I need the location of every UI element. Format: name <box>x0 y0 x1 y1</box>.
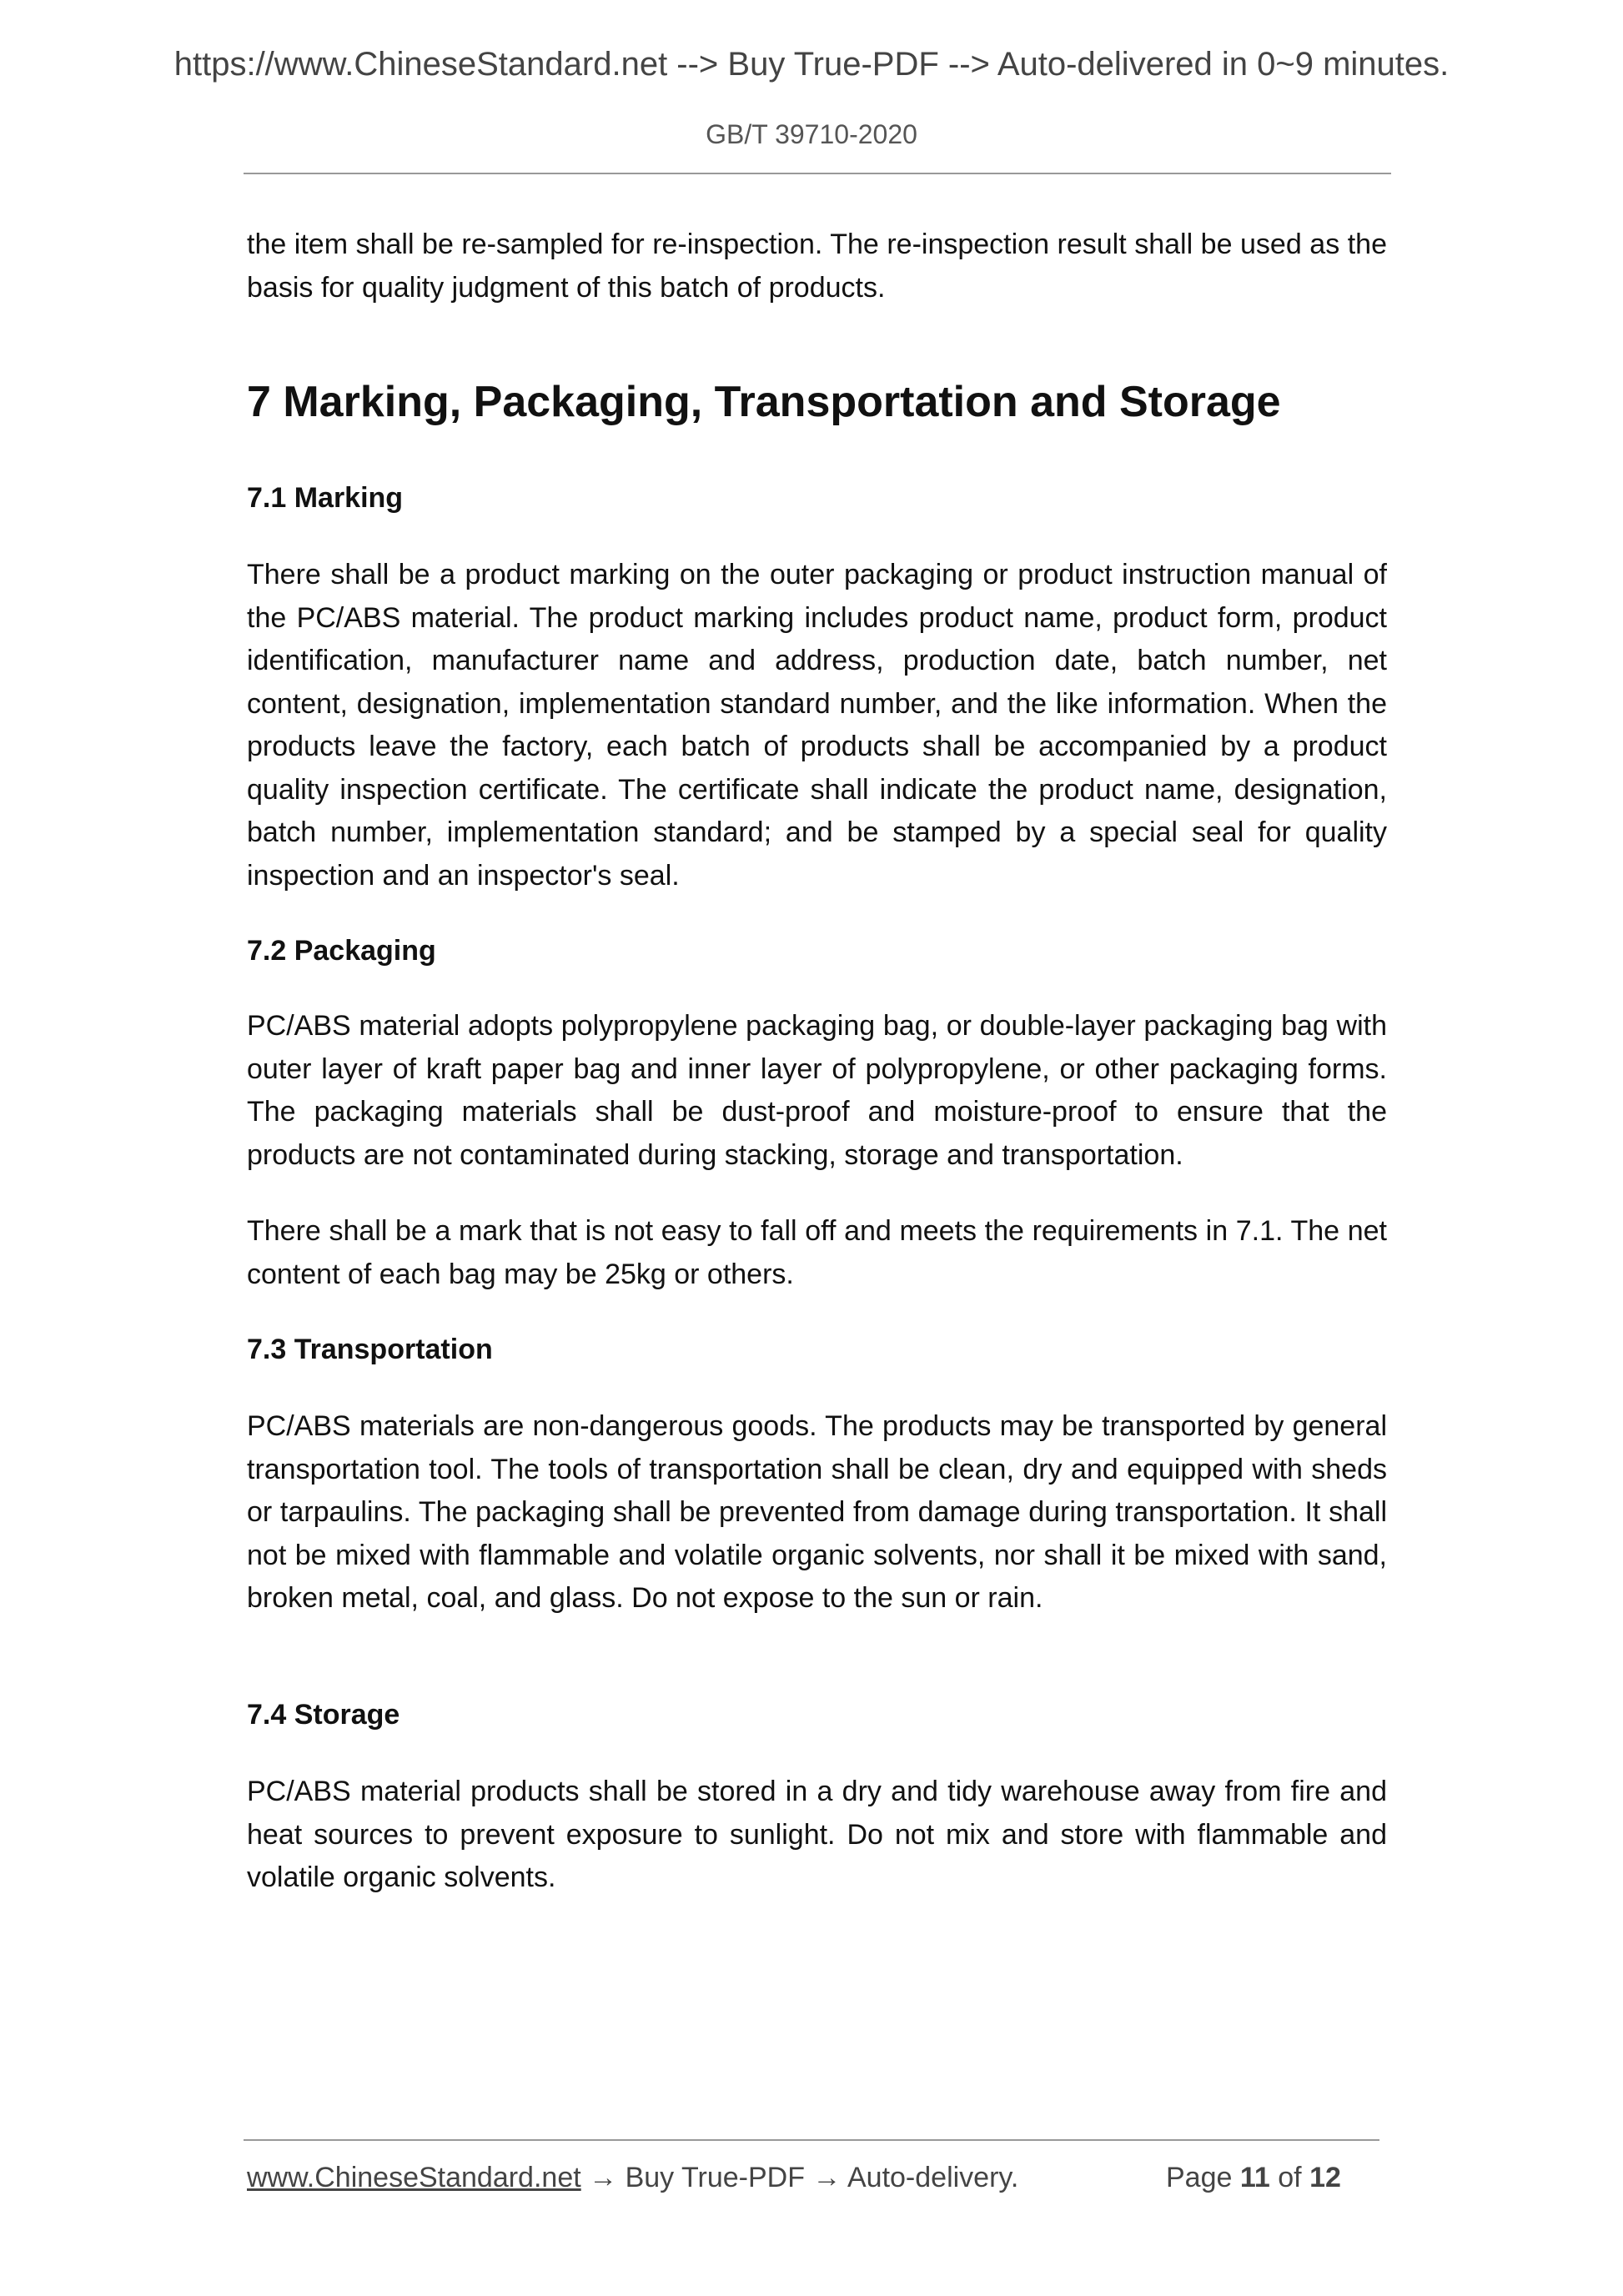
section-heading: 7 Marking, Packaging, Transportation and Storage <box>247 378 1281 426</box>
of-label: of <box>1278 2162 1302 2193</box>
page-current: 11 <box>1239 2162 1270 2193</box>
header-divider <box>244 173 1391 174</box>
subsection-heading-marking: 7.1 Marking <box>247 482 404 514</box>
subsection-heading-packaging: 7.2 Packaging <box>247 935 436 967</box>
standard-number: GB/T 39710-2020 <box>706 119 917 149</box>
header-banner: https://www.ChineseStandard.net --> Buy True-PDF --> Auto-delivered in 0~9 minutes. <box>173 46 1450 83</box>
footer-divider <box>244 2139 1379 2141</box>
packaging-paragraph-1: PC/ABS material adopts polypropylene packaging bag, or double-layer packaging bag with outer layer of kraft paper bag and inner layer of polypropylene, or other packaging forms. The packaging materials shall be dust-proof and moisture-proof to ensure that the products are not contaminated during stacking, storage and transportation. <box>247 1010 1387 1171</box>
packaging-paragraph-2: There shall be a mark that is not easy to fall off and meets the requirements in 7.1. The net content of each bag may be 25kg or others. <box>247 1215 1387 1290</box>
page-label: Page <box>1166 2162 1233 2193</box>
storage-paragraph: PC/ABS material products shall be stored in a dry and tidy warehouse away from fire and heat sources to prevent exposure to sunlight. Do not mix and store with flammable and volatile organic solvents. <box>247 1776 1387 1893</box>
footer-tagline: → Buy True-PDF → Auto-delivery. <box>580 2162 1019 2193</box>
transportation-paragraph: PC/ABS materials are non-dangerous goods. The products may be transported by general transportation tool. The tools of transportation shall be clean, dry and equipped with sheds or tarpaulins. The packaging shall be prevented from damage during transportation. It shall not be mixed with flammable and volatile organic solvents, nor shall it be mixed with sand, broken metal, coal, and glass. Do not expose to the sun or rain. <box>247 1410 1387 1614</box>
footer-site-link[interactable]: www.ChineseStandard.net <box>247 2162 581 2193</box>
footer-left <box>247 2162 1018 2194</box>
page-total: 12 <box>1309 2162 1341 2193</box>
subsection-heading-transportation: 7.3 Transportation <box>247 1334 493 1365</box>
marking-paragraph: There shall be a product marking on the outer packaging or product instruction manual of the PC/ABS material. The product marking includes product name, product form, product identification, manufacturer name and address, production date, batch number, net content, designation, implementation standard number, and the like information. When the products leave the factory, each batch of products shall be accompanied by a product quality inspection certificate. The certificate shall indicate the product name, designation, batch number, implementation standard; and be stamped by a special seal for quality inspection and an inspector's seal. <box>247 559 1387 892</box>
subsection-heading-storage: 7.4 Storage <box>247 1699 400 1731</box>
page-indicator <box>1166 2162 1341 2194</box>
intro-paragraph: the item shall be re-sampled for re-inspection. The re-inspection result shall be used as the basis for quality judgment of this batch of products. <box>247 229 1387 304</box>
